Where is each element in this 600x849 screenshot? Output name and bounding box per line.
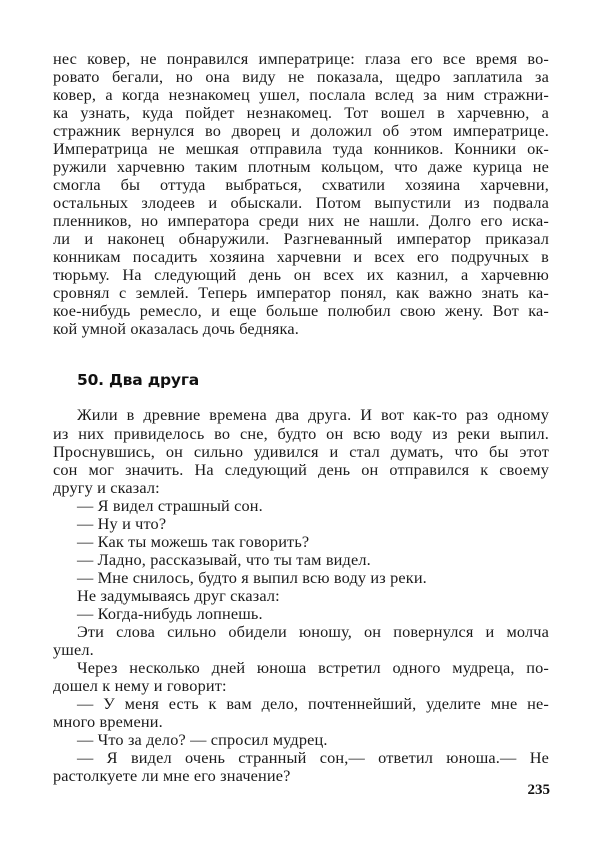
page-number: 235	[527, 782, 550, 798]
text-line: сон мог значить. На следующий день он отправился к своему	[53, 460, 549, 479]
text-line: Через несколько дней юноша встретил одного мудреца, по-	[77, 658, 549, 677]
section-heading: 50. Два друга	[77, 371, 199, 389]
text-line: ровато бегали, но она виду не показала, щедро заплатила за	[53, 67, 549, 86]
dialogue-line: много времени.	[53, 712, 163, 731]
dialogue-line: растолкуете ли мне его значение?	[53, 766, 291, 785]
text-line: из них привиделось во сне, будто он всю воду из реки выпил.	[53, 424, 549, 443]
text-line: нес ковер, не понравился императрице: глаза его все время во-	[53, 49, 549, 68]
text-line: стражник вернулся во дворец и доложил об этом императрице.	[53, 121, 549, 140]
dialogue-line: — У меня есть к вам дело, почтеннейший, уделите мне не-	[77, 694, 549, 713]
text-line: сровнял с землей. Теперь император понял, как важно знать ка-	[53, 283, 549, 302]
text-line: другу и сказал:	[53, 478, 160, 497]
dialogue-line: — Ну и что?	[77, 514, 167, 533]
text-line: ковер, а когда незнакомец ушел, послала вслед за ним стражни-	[53, 85, 549, 104]
dialogue-line: — Я видел страшный сон.	[77, 496, 263, 515]
dialogue-line: — Что за дело? — спросил мудрец.	[77, 730, 328, 749]
text-line: Эти слова сильно обидели юношу, он повернулся и молча	[77, 622, 549, 641]
text-line: кое-нибудь ремесло, и еще больше полюбил свою жену. Вот ка-	[53, 301, 549, 320]
text-line: дошел к нему и говорит:	[53, 676, 227, 695]
text-line: Проснувшись, он сильно удивился и стал думать, что бы этот	[53, 442, 549, 461]
dialogue-line: — Ладно, рассказывай, что ты там видел.	[77, 550, 371, 569]
text-line: Жили в древние времена два друга. И вот как-то раз одному	[77, 405, 549, 424]
text-line: Не задумываясь друг сказал:	[77, 586, 280, 605]
text-line: ка узнать, куда пойдет незнакомец. Тот вошел в харчевню, а	[53, 103, 549, 122]
text-line: кой умной оказалась дочь бедняка.	[53, 319, 299, 338]
dialogue-line: — Когда-нибудь лопнешь.	[77, 604, 263, 623]
dialogue-line: — Я видел очень странный сон,— ответил юноша.— Не	[77, 748, 549, 767]
text-line: ли и наконец обнаружили. Разгневанный император приказал	[53, 229, 549, 248]
text-line: конникам посадить хозяина харчевни и всех его подручных в	[53, 247, 549, 266]
text-line: ушел.	[53, 640, 94, 659]
dialogue-line: — Как ты можешь так говорить?	[77, 532, 310, 551]
text-line: ружили харчевню таким плотным кольцом, что даже курица не	[53, 157, 549, 176]
text-line: тюрьму. На следующий день он всех их казнил, а харчевню	[53, 265, 549, 284]
text-line: пленников, но императора среди них не нашли. Долго его иска-	[53, 211, 549, 230]
text-line: остальных злодеев и обыскали. Потом выпустили из подвала	[53, 193, 549, 212]
dialogue-line: — Мне снилось, будто я выпил всю воду из реки.	[77, 568, 427, 587]
text-line: смогла бы оттуда выбраться, схватили хозяина харчевни,	[53, 175, 549, 194]
text-line: Императрица не мешкая отправила туда конников. Конники ок-	[53, 139, 549, 158]
